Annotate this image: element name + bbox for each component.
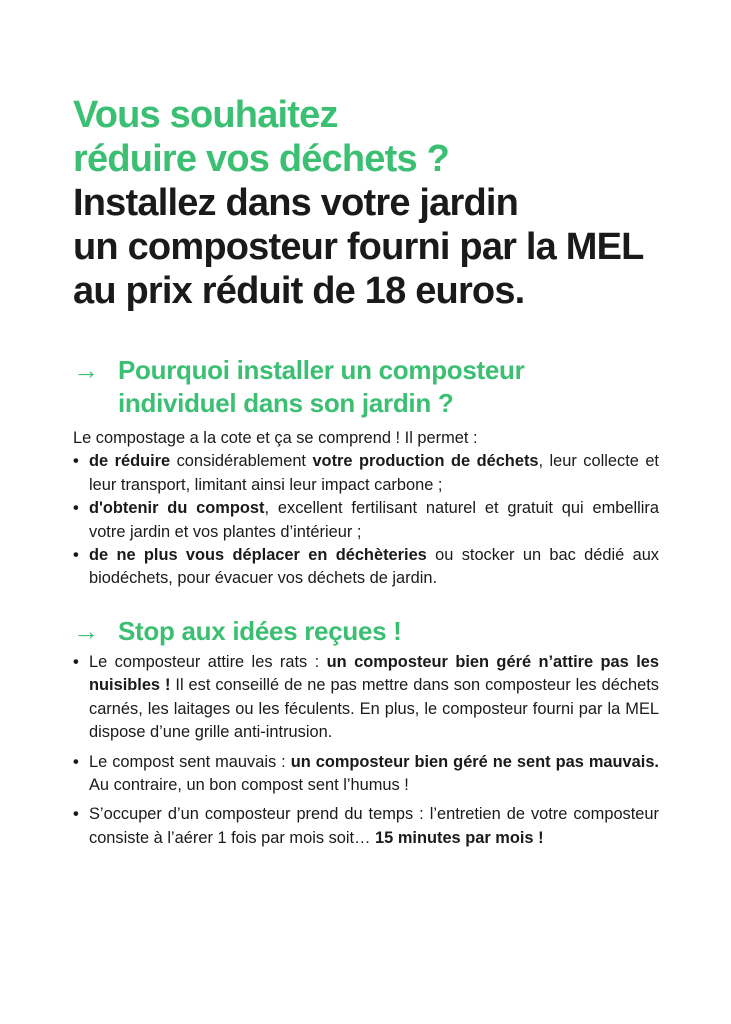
list-item	[73, 803, 659, 850]
bullet-icon: •	[73, 752, 79, 771]
bullet-icon: •	[73, 546, 79, 565]
bold-text: un composteur bien géré ne sent pas mauvais.	[290, 752, 659, 771]
bullet-icon: •	[73, 805, 79, 824]
bold-text: de réduire	[89, 452, 171, 471]
headline-line-5: au prix réduit de 18 euros.	[73, 270, 525, 312]
list-item	[73, 651, 659, 745]
headline-line-1: Vous souhaitez	[73, 94, 338, 136]
bullet-icon: •	[73, 499, 79, 518]
body-text: ou stocker un bac dédié aux biodéchets, pour évacuer vos déchets de jardin.	[89, 546, 660, 588]
list-item	[73, 497, 659, 544]
body-text: Le composteur attire les rats :	[89, 653, 327, 671]
headline	[73, 93, 693, 313]
bold-text: de ne plus vous déplacer en déchèteries	[89, 546, 427, 565]
bold-text: 15 minutes par mois !	[375, 828, 544, 847]
headline-line-3: Installez dans votre jardin	[73, 182, 519, 224]
body-text: considérablement	[170, 452, 313, 471]
headline-line-2: réduire vos déchets ?	[73, 138, 450, 180]
section-1-title	[73, 354, 693, 420]
bold-text: un composteur bien géré n’attire pas les nuisibles !	[89, 653, 659, 695]
list-item	[73, 544, 659, 591]
section-2-title	[73, 615, 693, 648]
section-1-bullet-list	[73, 450, 659, 590]
list-item	[73, 751, 659, 798]
section-1-body	[73, 427, 659, 591]
bullet-icon: •	[73, 452, 79, 471]
section-1-title-line-2: individuel dans son jardin ?	[118, 388, 454, 418]
arrow-right-icon: →	[73, 616, 99, 646]
body-text: Le compost sent mauvais :	[89, 752, 291, 771]
headline-line-4: un composteur fourni par la MEL	[73, 226, 644, 268]
section-2-title-text: Stop aux idées reçues !	[118, 616, 402, 646]
section-1-title-line-1: Pourquoi installer un composteur	[118, 355, 525, 385]
body-text: S’occuper d’un composteur prend du temps : l’entretien de votre composteur consiste à l’aérer 1 fois par mois soit…	[89, 805, 659, 847]
bold-text: d'obtenir du compost	[89, 499, 265, 518]
bold-text: votre production de déchets	[312, 452, 539, 471]
section-1-intro: Le compostage a la cote et ça se comprend ! Il permet :	[73, 429, 478, 447]
bullet-icon: •	[73, 653, 79, 671]
body-text: , leur collecte et leur transport, limitant ainsi leur impact carbone ;	[89, 452, 659, 494]
body-text: , excellent fertilisant naturel et gratuit qui embellira votre jardin et vos plantes d’intérieur ;	[89, 499, 659, 541]
section-2-body	[73, 651, 659, 856]
section-2-bullet-list	[73, 651, 659, 850]
body-text: Il est conseillé de ne pas mettre dans son composteur les déchets carnés, les laitages ou les féculents. En plus, le composteur fourni par la MEL dispose d’une grille anti-intrusion.	[89, 676, 659, 742]
list-item	[73, 450, 659, 497]
arrow-right-icon: →	[73, 355, 99, 385]
body-text: Au contraire, un bon compost sent l’humus !	[89, 776, 409, 795]
